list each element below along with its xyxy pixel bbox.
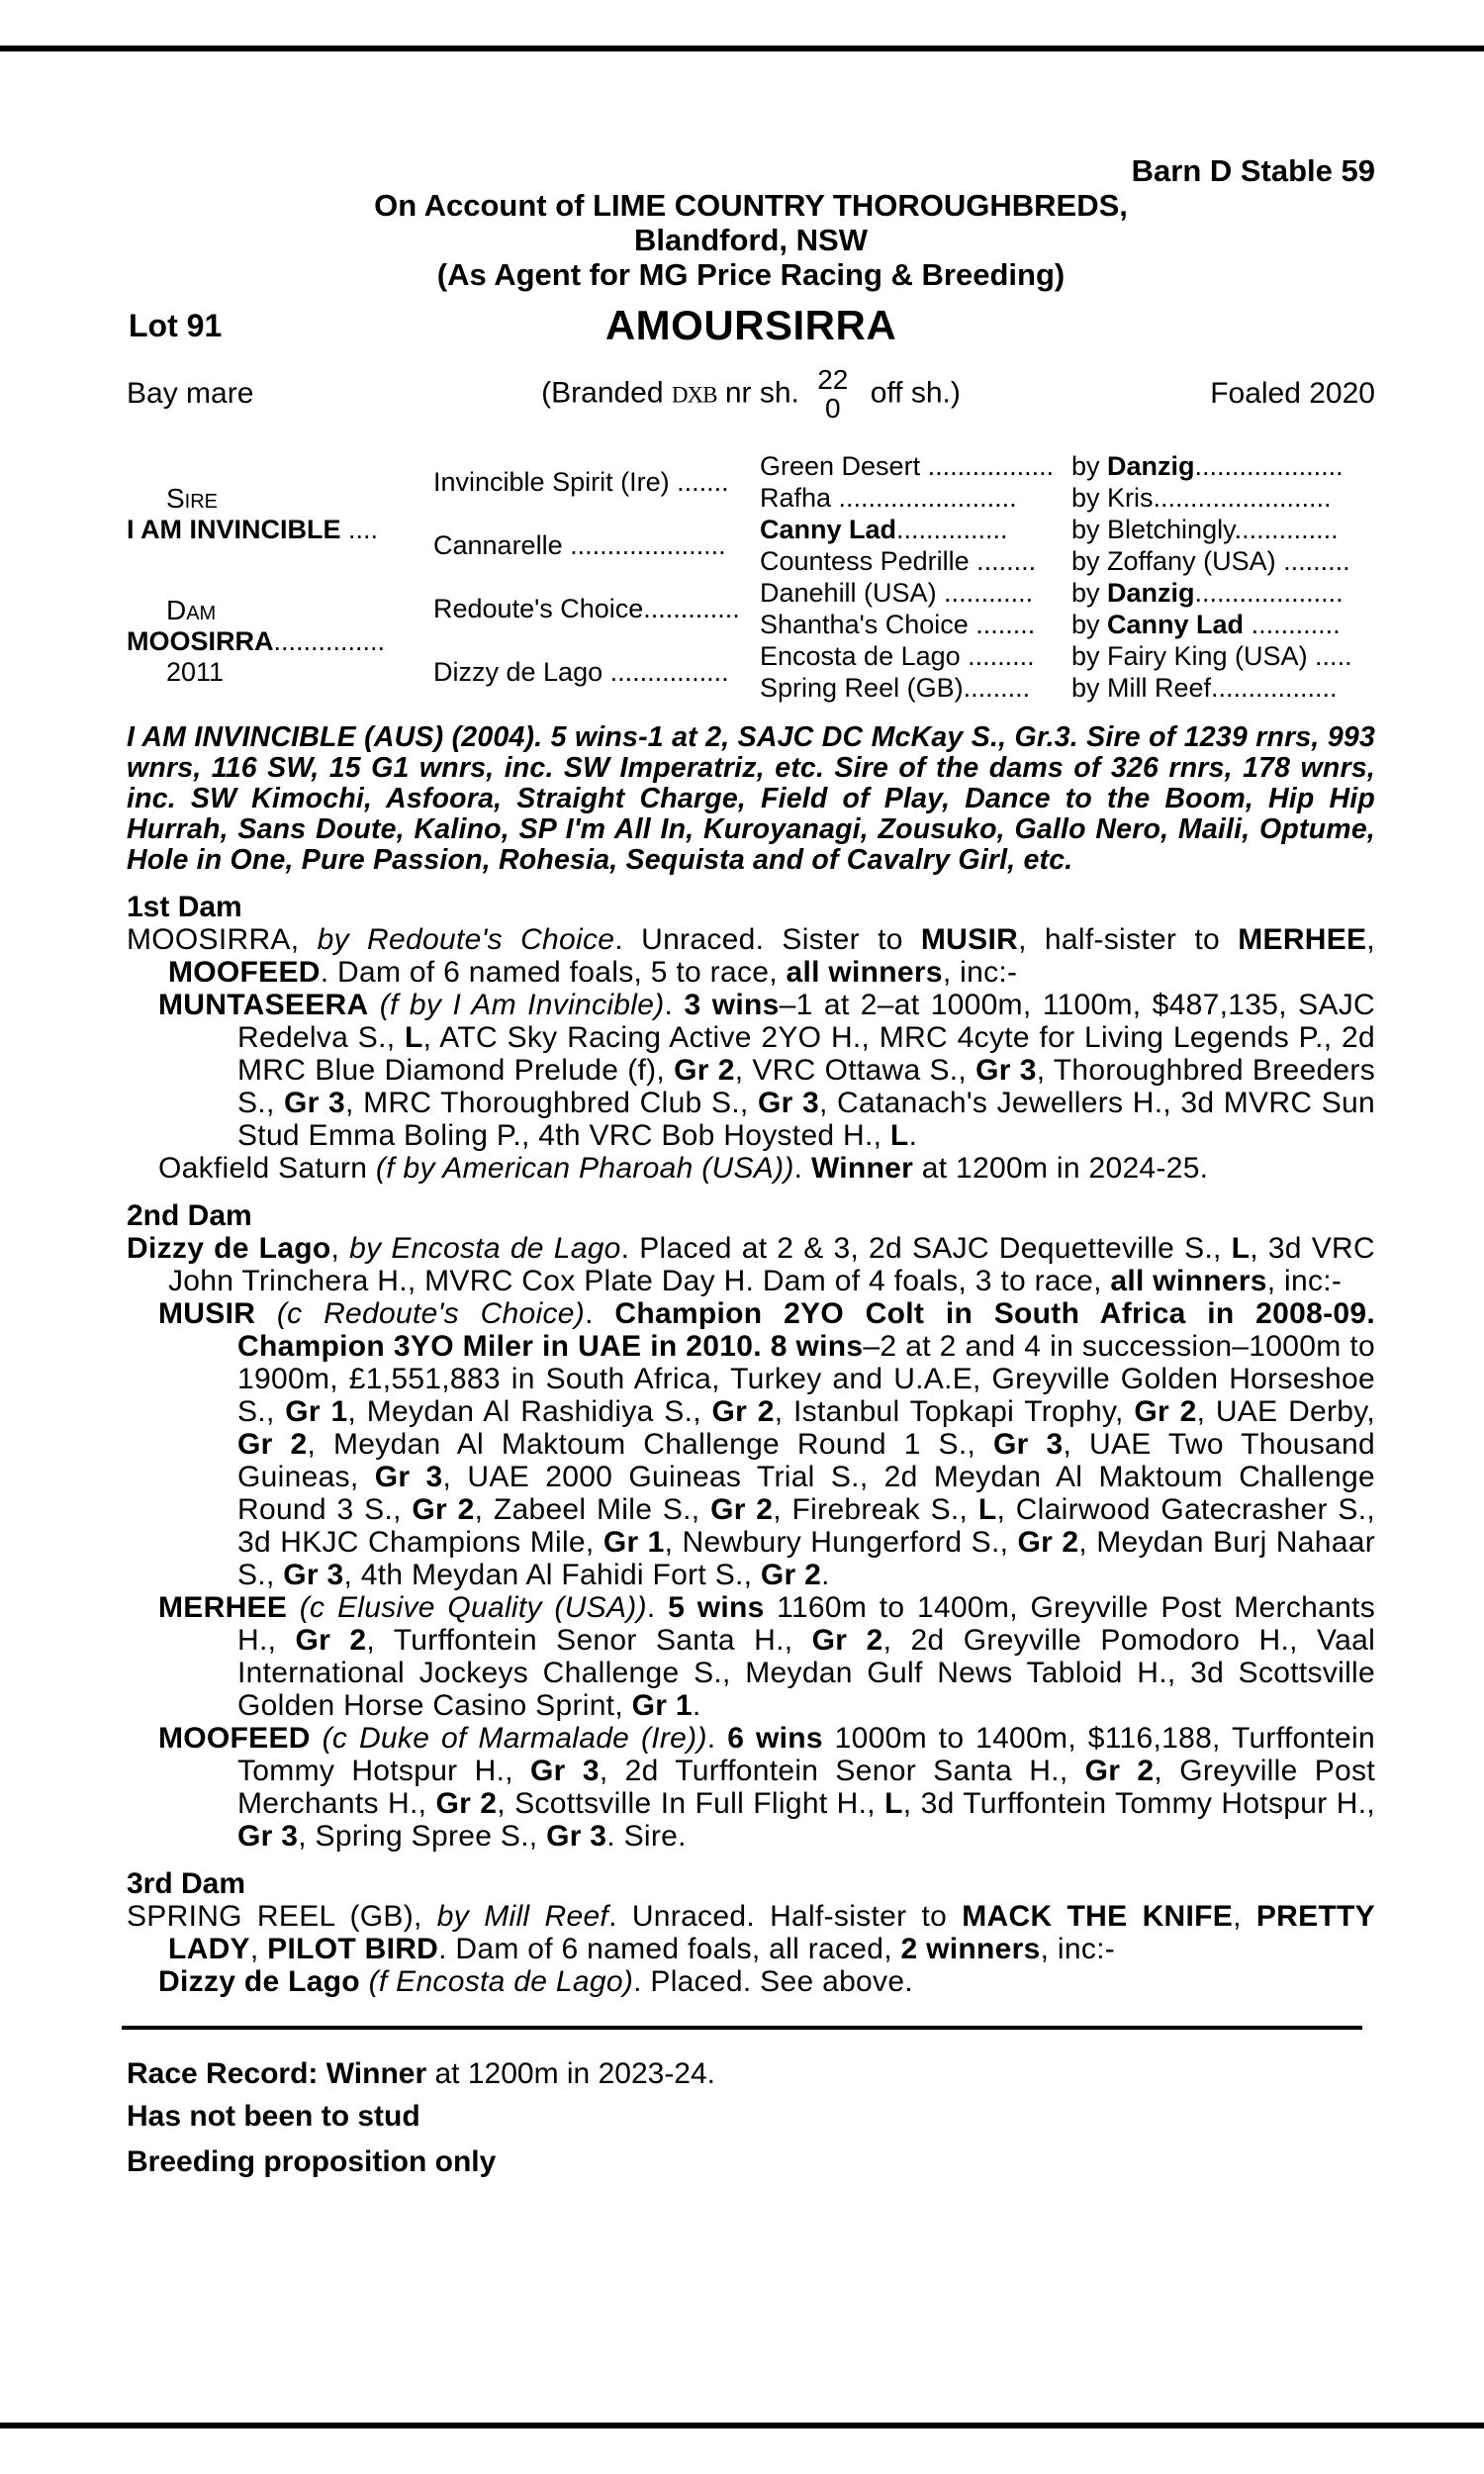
barn-stable-label: Barn D Stable 59 [1131, 153, 1375, 188]
pedigree-dam-block [127, 595, 433, 688]
dam-name: MOOSIRRA............... [127, 625, 386, 656]
foal-entry-dizzy-de-lago: Dizzy de Lago (f Encosta de Lago). Placed. See above. [158, 1964, 913, 1998]
horse-name: AMOURSIRRA [604, 302, 897, 348]
foaled-year: Foaled 2020 [1210, 377, 1375, 411]
pedigree-gen2-row: Redoute's Choice............. [433, 594, 740, 624]
foal-entry-oakfield-saturn: Oakfield Saturn (f by American Pharoah (USA)). Winner at 1200m in 2024-25. [158, 1151, 1209, 1185]
race-record-line: Race Record: Winner at 1200m in 2023-24. [127, 2056, 716, 2090]
foal-entry-merhee: MERHEE (c Elusive Quality (USA)). 5 wins 1160m to 1400m, Greyville Post Merchants H., Gr 2, Turffontein Senor Santa H., Gr 2, 2d Greyville Pomodoro H., Vaal International Jockeys Challenge S., Meydan Gulf News Tabloid H., 3d Scottsville Golden Horse Casino Sprint, Gr 1. [158, 1590, 1376, 1722]
pedigree-gen3-sireline: by Fairy King (USA) ..... [1071, 641, 1352, 672]
pedigree-gen2-row: Dizzy de Lago ................ [433, 657, 729, 688]
pedigree-sire-block [127, 483, 433, 545]
description-row [127, 365, 1375, 424]
pedigree-gen3-sireline: by Danzig.................... [1071, 451, 1344, 482]
sire-summary-paragraph: I AM INVINCIBLE (AUS) (2004). 5 wins-1 at 2, SAJC DC McKay S., Gr.3. Sire of 1239 rnrs, 993 wnrs, 116 SW, 15 G1 wnrs, inc. SW Imperatriz, etc. Sire of the dams of 326 rnrs, 178 wnrs, inc. SW Kimochi, Asfoora, Straight Charge, Field of Play, Dance to the Boom, Hip Hip Hurrah, Sans Doute, Kalino, SP I'm All In, Kuroyanagi, Zousuko, Gallo Nero, Maili, Optume, Hole in One, Pure Passion, Rohesia, Sequista and of Cavalry Girl, etc. [127, 720, 1375, 876]
brand-mark: DXB [671, 382, 717, 408]
pedigree-gen3-sireline: by Mill Reef................. [1071, 673, 1338, 704]
brand-description [541, 365, 961, 424]
pedigree-gen2-row: Cannarelle ..................... [433, 530, 726, 561]
brand-mid: nr sh. [724, 376, 799, 410]
pedigree-gen3-sireline: by Kris........................ [1071, 483, 1332, 514]
bottom-rule [0, 2423, 1484, 2428]
brand-suffix: off sh.) [870, 376, 961, 410]
brand-number-fraction [817, 365, 848, 424]
foal-entry-musir: MUSIR (c Redoute's Choice). Champion 2YO Colt in South Africa in 2008-09. Champion 3YO Miler in UAE in 2010. 8 wins–2 at 2 and 4 in succession–1000m to 1900m, £1,551,883 in South Africa, Turkey and U.A.E, Greyville Golden Horseshoe S., Gr 1, Meydan Al Rashidiya S., Gr 2, Istanbul Topkapi Trophy, Gr 2, UAE Derby, Gr 2, Meydan Al Maktoum Challenge Round 1 S., Gr 3, UAE Two Thousand Guineas, Gr 3, UAE 2000 Guineas Trial S., 2d Meydan Al Maktoum Challenge Round 3 S., Gr 2, Zabeel Mile S., Gr 2, Firebreak S., L, Clairwood Gatecrasher S., 3d HKJC Champions Mile, Gr 1, Newbury Hungerford S., Gr 2, Meydan Burj Nahaar S., Gr 3, 4th Meydan Al Fahidi Fort S., Gr 2. [158, 1296, 1376, 1591]
pedigree-gen3-sireline: by Canny Lad ............ [1071, 610, 1341, 640]
pedigree-gen2-row: Invincible Spirit (Ire) ....... [433, 467, 729, 498]
brand-number-top: 22 [817, 364, 849, 395]
pedigree-gen3-sireline: by Bletchingly.............. [1071, 515, 1339, 545]
sex-colour: Bay mare [127, 377, 254, 411]
pedigree-gen3-name: Spring Reel (GB)......... [760, 673, 1031, 704]
pedigree-gen3-sireline: by Danzig.................... [1071, 578, 1344, 609]
pedigree-table [127, 451, 1375, 705]
pedigree-gen3-name: Encosta de Lago ......... [760, 641, 1035, 672]
first-dam-paragraph: MOOSIRRA, by Redoute's Choice. Unraced. Sister to MUSIR, half-sister to MERHEE, MOOFEED. Dam of 6 named foals, 5 to race, all winners, inc:- [127, 922, 1376, 989]
dam-label: Dam [166, 594, 217, 625]
brand-number-bottom: 0 [824, 393, 841, 425]
pedigree-gen3-name: Canny Lad............... [760, 515, 1008, 545]
vendor-account-line: On Account of LIME COUNTRY THOROUGHBREDS, [374, 188, 1128, 223]
pedigree-gen3-name: Rafha ........................ [760, 483, 1017, 514]
top-rule [0, 46, 1484, 51]
lot-title-row [127, 300, 1375, 351]
footer-divider-rule [122, 2026, 1362, 2030]
vendor-agent-line: (As Agent for MG Price Racing & Breeding) [436, 257, 1066, 292]
sire-name: I AM INVINCIBLE .... [127, 515, 379, 545]
pedigree-gen3-name: Countess Pedrille ........ [760, 546, 1037, 577]
dam-year: 2011 [166, 656, 225, 687]
foal-entry-moofeed: MOOFEED (c Duke of Marmalade (Ire)). 6 wins 1000m to 1400m, $116,188, Turffontein Tommy Hotspur H., Gr 3, 2d Turffontein Senor Santa H., Gr 2, Greyville Post Merchants H., Gr 2, Scottsville In Full Flight H., L, 3d Turffontein Tommy Hotspur H., Gr 3, Spring Spree S., Gr 3. Sire. [158, 1721, 1376, 1853]
vendor-location: Blandford, NSW [634, 223, 868, 257]
sire-label: Sire [166, 483, 219, 515]
brand-prefix: (Branded [541, 376, 664, 410]
pedigree-gen3-name: Green Desert ................. [760, 451, 1055, 482]
second-dam-paragraph: Dizzy de Lago, by Encosta de Lago. Placed at 2 & 3, 2d SAJC Dequetteville S., L, 3d VRC John Trinchera H., MVRC Cox Plate Day H. Dam of 4 foals, 3 to race, all winners, inc:- [127, 1231, 1375, 1297]
second-dam-heading: 2nd Dam [127, 1198, 252, 1232]
first-dam-heading: 1st Dam [127, 890, 242, 923]
lot-page-content [127, 153, 1375, 2178]
foal-entry-muntaseera: MUNTASEERA (f by I Am Invincible). 3 wins–1 at 2–at 1000m, 1100m, $487,135, SAJC Redelva S., L, ATC Sky Racing Active 2YO H., MRC 4cyte for Living Legends P., 2d MRC Blue Diamond Prelude (f), Gr 2, VRC Ottawa S., Gr 3, Thoroughbred Breeders S., Gr 3, MRC Thoroughbred Club S., Gr 3, Catanach's Jewellers H., 3d MVRC Sun Stud Emma Boling P., 4th VRC Bob Hoysted H., L. [158, 988, 1376, 1152]
pedigree-gen3-sireline: by Zoffany (USA) ......... [1071, 546, 1350, 577]
third-dam-paragraph: SPRING REEL (GB), by Mill Reef. Unraced. Half-sister to MACK THE KNIFE, PRETTY LADY, PILOT BIRD. Dam of 6 named foals, all raced, 2 winners, inc:- [127, 1899, 1375, 1965]
lot-number: Lot 91 [129, 308, 223, 343]
breeding-proposition-line: Breeding proposition only [127, 2144, 497, 2178]
third-dam-heading: 3rd Dam [127, 1866, 246, 1900]
pedigree-gen3-name: Shantha's Choice ........ [760, 610, 1036, 640]
pedigree-gen3-name: Danehill (USA) ............ [760, 578, 1034, 609]
stud-status-line: Has not been to stud [127, 2099, 420, 2133]
